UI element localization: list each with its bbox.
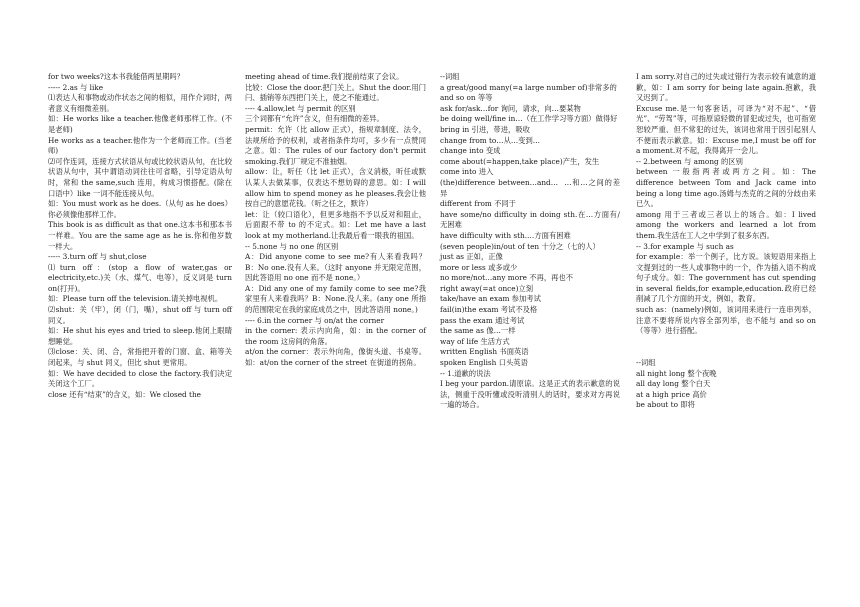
text-line: I beg your pardon.请原谅。这是正式的表示歉意的说法，侧重于没听懂或没听清别人的话时，要求对方再说一遍的场合。 xyxy=(440,379,620,410)
text-line: right away(=at once)立刻 xyxy=(440,283,534,293)
text-line: ----- 3.turn off 与 shut,close xyxy=(48,252,147,262)
text-line: come into 进入 xyxy=(440,167,494,177)
text-line: Excuse me.是一句客套话，可译为“对不起”、“借光”、“劳驾”等，可指原谅轻微的冒犯或过失，也可指宽恕较严重、但不常犯的过失，该词也常用于因引起别人不便而表示歉意。如：Excuse me,I must be off for a moment.对不起，我得离开一会儿。 xyxy=(636,103,819,156)
text-line: 如：He works like a teacher.他像老师那样工作。(不是老师) xyxy=(48,114,232,134)
text-line: just as 正如，正像 xyxy=(440,252,503,262)
text-line: ⑴表达人和事物或动作状态之间的相似，用作介词时，两者意义有细微差别。 xyxy=(48,93,232,113)
text-line: ----- 2.as 与 like xyxy=(48,82,104,92)
text-line: I am sorry.对自己的过失或过错行为表示较有诚意的道歉，如：I am sorry for being late again.抱歉，我又迟到了。 xyxy=(636,72,816,103)
text-line: -- 2.between 与 among 的区别 xyxy=(636,156,743,166)
text-line: change from to…从…变到… xyxy=(440,135,541,145)
text-line: pass the exam 通过考试 xyxy=(440,315,525,325)
text-line: all day long 整个白天 xyxy=(636,379,711,389)
text-line: ---- 4.allow,let 与 permit 的区别 xyxy=(245,103,356,113)
text-line: ask for/ask…for 询问，请求，向…要某物 xyxy=(440,103,581,113)
text-line: be about to 即将 xyxy=(636,400,695,410)
text-line: --词组 xyxy=(440,72,460,81)
text-line: have some/no difficulty in doing sth.在…方面有/无困难 xyxy=(440,209,620,230)
text-line: and so on 等等 xyxy=(440,93,493,103)
text-line: permit：允许（比 allow 正式），指规章制度、法令，法规所给予的权利，或者指条件均可，多少有一点赞同之意。如：The rules of our factory don't permit smoking.我们厂规定不准抽烟。 xyxy=(245,124,429,166)
blank-line xyxy=(636,347,816,358)
text-line: way of life 生活方式 xyxy=(440,336,510,346)
text-line: take/have an exam 参加考试 xyxy=(440,294,541,304)
text-column-3 xyxy=(440,72,620,411)
text-column-1 xyxy=(48,72,235,400)
text-line: no more/not…any more 不再，再也不 xyxy=(440,273,574,283)
text-line: among 用于三者或三者以上的场合。如：I lived among the workers and learned a lot from them.我生活在工人之中学到了很多东西。 xyxy=(636,209,819,240)
text-line: (seven people)in/out of ten 十分之（七的人） xyxy=(440,241,600,251)
text-line: bring in 引进，带进，吸收 xyxy=(440,124,530,134)
text-line: be doing well/fine in…（在工作学习等方面）做得好 xyxy=(440,114,618,124)
text-line: a great/good many(=a large number of)非常多的 xyxy=(440,82,617,92)
text-line: A：Did any one of my family come to see me?我家里有人来看我吗？B：None.没人来。(any one 所指的范围限定在我的家庭成员之中，因此答语用 none。) xyxy=(245,283,426,315)
text-line: different from 不同于 xyxy=(440,199,516,209)
text-line: the same as 像…一样 xyxy=(440,326,516,336)
text-line: (the)difference between…and… …和…之间的差异 xyxy=(440,177,620,198)
text-line: allow：让，听任（比 let 正式），含义消极，听任或默认某人去做某事，仅表达不想妨碍的意思。如：I will allow him to spend money as he pleases.我会让他按自己的意愿花钱。（听之任之，默许） xyxy=(245,167,429,209)
text-line: -- 1.道歉的说法 xyxy=(440,368,491,378)
text-line: in the corner: 表示内向角，如：in the corner of the room 这房间的角落。 xyxy=(245,326,429,346)
text-line: 三个词都有“允许”含义，但有细微的差异。 xyxy=(245,114,384,124)
text-line: all night long 整个夜晚 xyxy=(636,368,717,378)
text-line: come about(=happen,take place)产生，发生 xyxy=(440,156,600,166)
text-line: more or less 或多或少 xyxy=(440,262,518,272)
text-line: fail(in)the exam 考试不及格 xyxy=(440,305,538,315)
blank-line xyxy=(636,337,816,348)
text-line: at a high price 高价 xyxy=(636,389,707,399)
text-line: A：Did anyone come to see me?有人来看我吗？B：No one.没有人来。（这时 anyone 并无限定范围，因此答语用 no one 而不是 none。） xyxy=(245,252,426,283)
text-column-4 xyxy=(636,72,819,411)
text-line: 如：We have decided to close the factory.我们决定关闭这个工厂。 xyxy=(48,368,232,389)
text-line: ⑴turn off：(stop a flow of water,gas or electricity,etc.)关（水、煤气、电等），反义词是 turn on(打开)。 xyxy=(48,262,235,293)
text-line: -- 5.none 与 no one 的区别 xyxy=(245,241,339,251)
text-line: written English 书面英语 xyxy=(440,347,529,357)
text-line: for example：举一个例子，比方说。该短语用来指上文提到过的一些人或事物中的一个，作为插入语不构成句子成分。如：The government has cut spending in several fields,for example,education.政府已经削减了几个方面的开支，例如，教育。 xyxy=(636,252,819,304)
text-line: -- 3.for example 与 such as xyxy=(636,241,734,251)
text-line: 比较：Close the door.把门关上。Shut the door.用门闩、插销等东西把门关上，使之不能通过。 xyxy=(245,82,426,103)
text-line: have difficulty with sth.…方面有困难 xyxy=(440,230,571,240)
text-line: such as：(namely)例如，该词用来进行一连串列举，注意不要将所说内容全部列举，也不能与 and so on （等等）进行搭配。 xyxy=(636,305,819,336)
text-line: meeting ahead of time.我们提前结束了会议。 xyxy=(245,72,404,81)
text-line: 如：Please turn off the television.请关掉电视机。 xyxy=(48,294,223,304)
text-line: 如：You must work as he does.（从句 as he does）你必须像他那样工作。 xyxy=(48,199,232,219)
text-line: This book is as difficult as that one.这本书和那本书一样难。You are the same age as he is.你和他岁数一样大。 xyxy=(48,220,232,251)
text-line: close 还有“结束”的含义，如：We closed the xyxy=(48,389,201,399)
text-line: at/on the corner：表示外向角，像街头道、书桌等。如：at/on the corner of the street 在街道的拐角。 xyxy=(245,347,426,368)
text-line: --词组 xyxy=(636,358,656,368)
text-line: between 一般指两者或两方之间。如：The difference between Tom and Jack came into being a long time ago.汤姆与杰克的之间的分歧由来已久。 xyxy=(636,167,819,209)
text-line: He works as a teacher.他作为一个老师而工作。(当老师) xyxy=(48,135,232,156)
text-line: let：让（较口语化），但更多地指不予以反对和阻止，后面跟不带 to 的不定式。如：Let me have a last look at my motherland.让我最后看一眼我的祖国。 xyxy=(245,209,429,240)
text-line: for two weeks?这本书我能借两星期吗？ xyxy=(48,72,185,81)
text-line: 如：He shut his eyes and tried to sleep.他闭上眼睛想睡觉。 xyxy=(48,326,232,346)
text-line: ⑵可作连词，连接方式状语从句或比较状语从句，在比较状语从句中，其中谓语动词往往可省略，引导定语从句时，常和 the same,such 连用，构成习惯搭配。(除在口语中）like 一词不能连接从句。 xyxy=(48,156,232,198)
text-line: ⑵shut：关（牢），闭（门，嘴），shut off 与 turn off 同义。 xyxy=(48,305,235,325)
text-line: change into 变成 xyxy=(440,146,501,156)
text-column-2 xyxy=(245,72,429,369)
text-line: ⑶close：关、闭、合，常指把开着的门窗、盒、箱等关闭起来，与 shut 同义，但比 shut 更常用。 xyxy=(48,347,232,368)
text-line: spoken English 口头英语 xyxy=(440,358,528,368)
text-line: ---- 6.in the corner 与 on/at the corner xyxy=(245,315,385,325)
